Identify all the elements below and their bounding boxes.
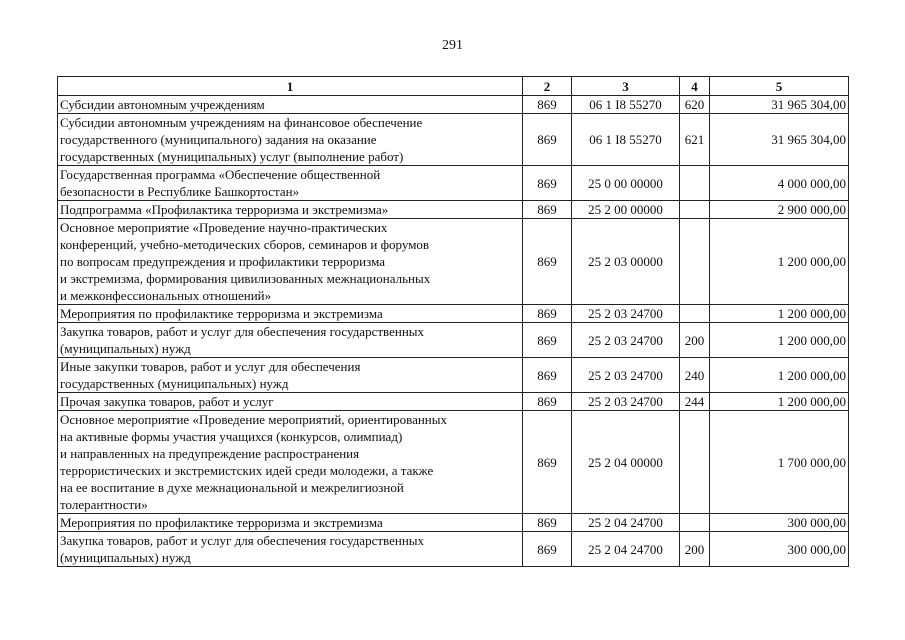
- cell-sum: 1 200 000,00: [710, 393, 849, 411]
- cell-code: 06 1 I8 55270: [572, 96, 680, 114]
- cell-name: [58, 532, 523, 567]
- cell-name: [58, 114, 523, 166]
- cell-name: [58, 393, 523, 411]
- name-line: Закупка товаров, работ и услуг для обеспечения государственных: [60, 324, 425, 339]
- cell-sum: 31 965 304,00: [710, 114, 849, 166]
- cell-code: 06 1 I8 55270: [572, 114, 680, 166]
- name-line: Мероприятия по профилактике терроризма и экстремизма: [60, 515, 383, 530]
- cell-sum: 2 900 000,00: [710, 201, 849, 219]
- cell-vedom: 869: [523, 166, 572, 201]
- cell-vedom: 869: [523, 114, 572, 166]
- cell-code: 25 0 00 00000: [572, 166, 680, 201]
- page-number: 291: [442, 38, 463, 53]
- cell-sum: 1 200 000,00: [710, 358, 849, 393]
- cell-code: 25 2 04 24700: [572, 514, 680, 532]
- cell-vedom: 869: [523, 323, 572, 358]
- cell-name: [58, 305, 523, 323]
- cell-code: 25 2 03 24700: [572, 358, 680, 393]
- cell-code: 25 2 04 24700: [572, 532, 680, 567]
- cell-vedom: 869: [523, 305, 572, 323]
- name-line: (муниципальных) нужд: [60, 341, 191, 356]
- column-header-code: 3: [572, 77, 680, 96]
- cell-type: 200: [680, 323, 710, 358]
- name-line: Закупка товаров, работ и услуг для обеспечения государственных: [60, 533, 425, 548]
- cell-type: [680, 514, 710, 532]
- cell-name: [58, 411, 523, 514]
- name-line: государственных (муниципальных) услуг (выполнение работ): [60, 149, 404, 164]
- name-line: толерантности»: [60, 497, 148, 512]
- table-row: [58, 358, 849, 393]
- cell-code: 25 2 03 24700: [572, 393, 680, 411]
- cell-sum: 31 965 304,00: [710, 96, 849, 114]
- cell-code: 25 2 03 24700: [572, 305, 680, 323]
- name-line: Прочая закупка товаров, работ и услуг: [60, 394, 274, 409]
- name-line: государственных (муниципальных) нужд: [60, 376, 289, 391]
- header-row: [58, 77, 849, 96]
- cell-name: [58, 201, 523, 219]
- cell-name: [58, 358, 523, 393]
- name-line: Подпрограмма «Профилактика терроризма и экстремизма»: [60, 202, 389, 217]
- cell-name: [58, 219, 523, 305]
- table-row: [58, 323, 849, 358]
- table-row: [58, 532, 849, 567]
- cell-name: [58, 96, 523, 114]
- name-line: государственного (муниципального) задания на оказание: [60, 132, 377, 147]
- cell-type: [680, 305, 710, 323]
- column-header-type: 4: [680, 77, 710, 96]
- cell-type: 200: [680, 532, 710, 567]
- name-line: на ее воспитание в духе межнациональной и межрелигиозной: [60, 480, 404, 495]
- name-line: Мероприятия по профилактике терроризма и экстремизма: [60, 306, 383, 321]
- cell-vedom: 869: [523, 358, 572, 393]
- cell-type: 620: [680, 96, 710, 114]
- table-row: [58, 411, 849, 514]
- name-line: Государственная программа «Обеспечение общественной: [60, 167, 381, 182]
- name-line: безопасности в Республике Башкортостан»: [60, 184, 300, 199]
- name-line: Субсидии автономным учреждениям на финансовое обеспечение: [60, 115, 423, 130]
- cell-code: 25 2 03 00000: [572, 219, 680, 305]
- cell-sum: 300 000,00: [710, 514, 849, 532]
- cell-type: [680, 201, 710, 219]
- cell-sum: 1 200 000,00: [710, 305, 849, 323]
- name-line: и экстремизма, формирования цивилизованных межнациональных: [60, 271, 431, 286]
- column-header-vedom: 2: [523, 77, 572, 96]
- column-header-name: 1: [58, 77, 523, 96]
- cell-code: 25 2 03 24700: [572, 323, 680, 358]
- cell-type: [680, 166, 710, 201]
- name-line: (муниципальных) нужд: [60, 550, 191, 565]
- name-line: по вопросам предупреждения и профилактики терроризма: [60, 254, 385, 269]
- cell-vedom: 869: [523, 411, 572, 514]
- table-row: [58, 393, 849, 411]
- cell-vedom: 869: [523, 532, 572, 567]
- table-row: [58, 96, 849, 114]
- cell-name: [58, 166, 523, 201]
- table-row: [58, 219, 849, 305]
- cell-sum: 1 200 000,00: [710, 323, 849, 358]
- cell-vedom: 869: [523, 201, 572, 219]
- name-line: и направленных на предупреждение распространения: [60, 446, 360, 461]
- name-line: террористических и экстремистских идей среди молодежи, а также: [60, 463, 434, 478]
- cell-sum: 4 000 000,00: [710, 166, 849, 201]
- cell-type: 621: [680, 114, 710, 166]
- name-line: конференций, учебно-методических сборов, семинаров и форумов: [60, 237, 430, 252]
- column-header-sum: 5: [710, 77, 849, 96]
- budget-table: [57, 76, 849, 567]
- cell-name: [58, 514, 523, 532]
- cell-name: [58, 323, 523, 358]
- cell-vedom: 869: [523, 393, 572, 411]
- cell-vedom: 869: [523, 514, 572, 532]
- cell-code: 25 2 04 00000: [572, 411, 680, 514]
- cell-type: 240: [680, 358, 710, 393]
- cell-type: [680, 219, 710, 305]
- table-body: [58, 96, 849, 567]
- cell-vedom: 869: [523, 219, 572, 305]
- name-line: Субсидии автономным учреждениям: [60, 97, 265, 112]
- name-line: Иные закупки товаров, работ и услуг для обеспечения: [60, 359, 361, 374]
- cell-vedom: 869: [523, 96, 572, 114]
- table-row: [58, 114, 849, 166]
- name-line: и межконфессиональных отношений»: [60, 288, 272, 303]
- cell-code: 25 2 00 00000: [572, 201, 680, 219]
- table-row: [58, 201, 849, 219]
- name-line: на активные формы участия учащихся (конкурсов, олимпиад): [60, 429, 403, 444]
- table-row: [58, 514, 849, 532]
- cell-sum: 300 000,00: [710, 532, 849, 567]
- cell-type: [680, 411, 710, 514]
- name-line: Основное мероприятие «Проведение мероприятий, ориентированных: [60, 412, 447, 427]
- table-row: [58, 305, 849, 323]
- name-line: Основное мероприятие «Проведение научно-практических: [60, 220, 388, 235]
- table-row: [58, 166, 849, 201]
- cell-sum: 1 700 000,00: [710, 411, 849, 514]
- cell-type: 244: [680, 393, 710, 411]
- cell-sum: 1 200 000,00: [710, 219, 849, 305]
